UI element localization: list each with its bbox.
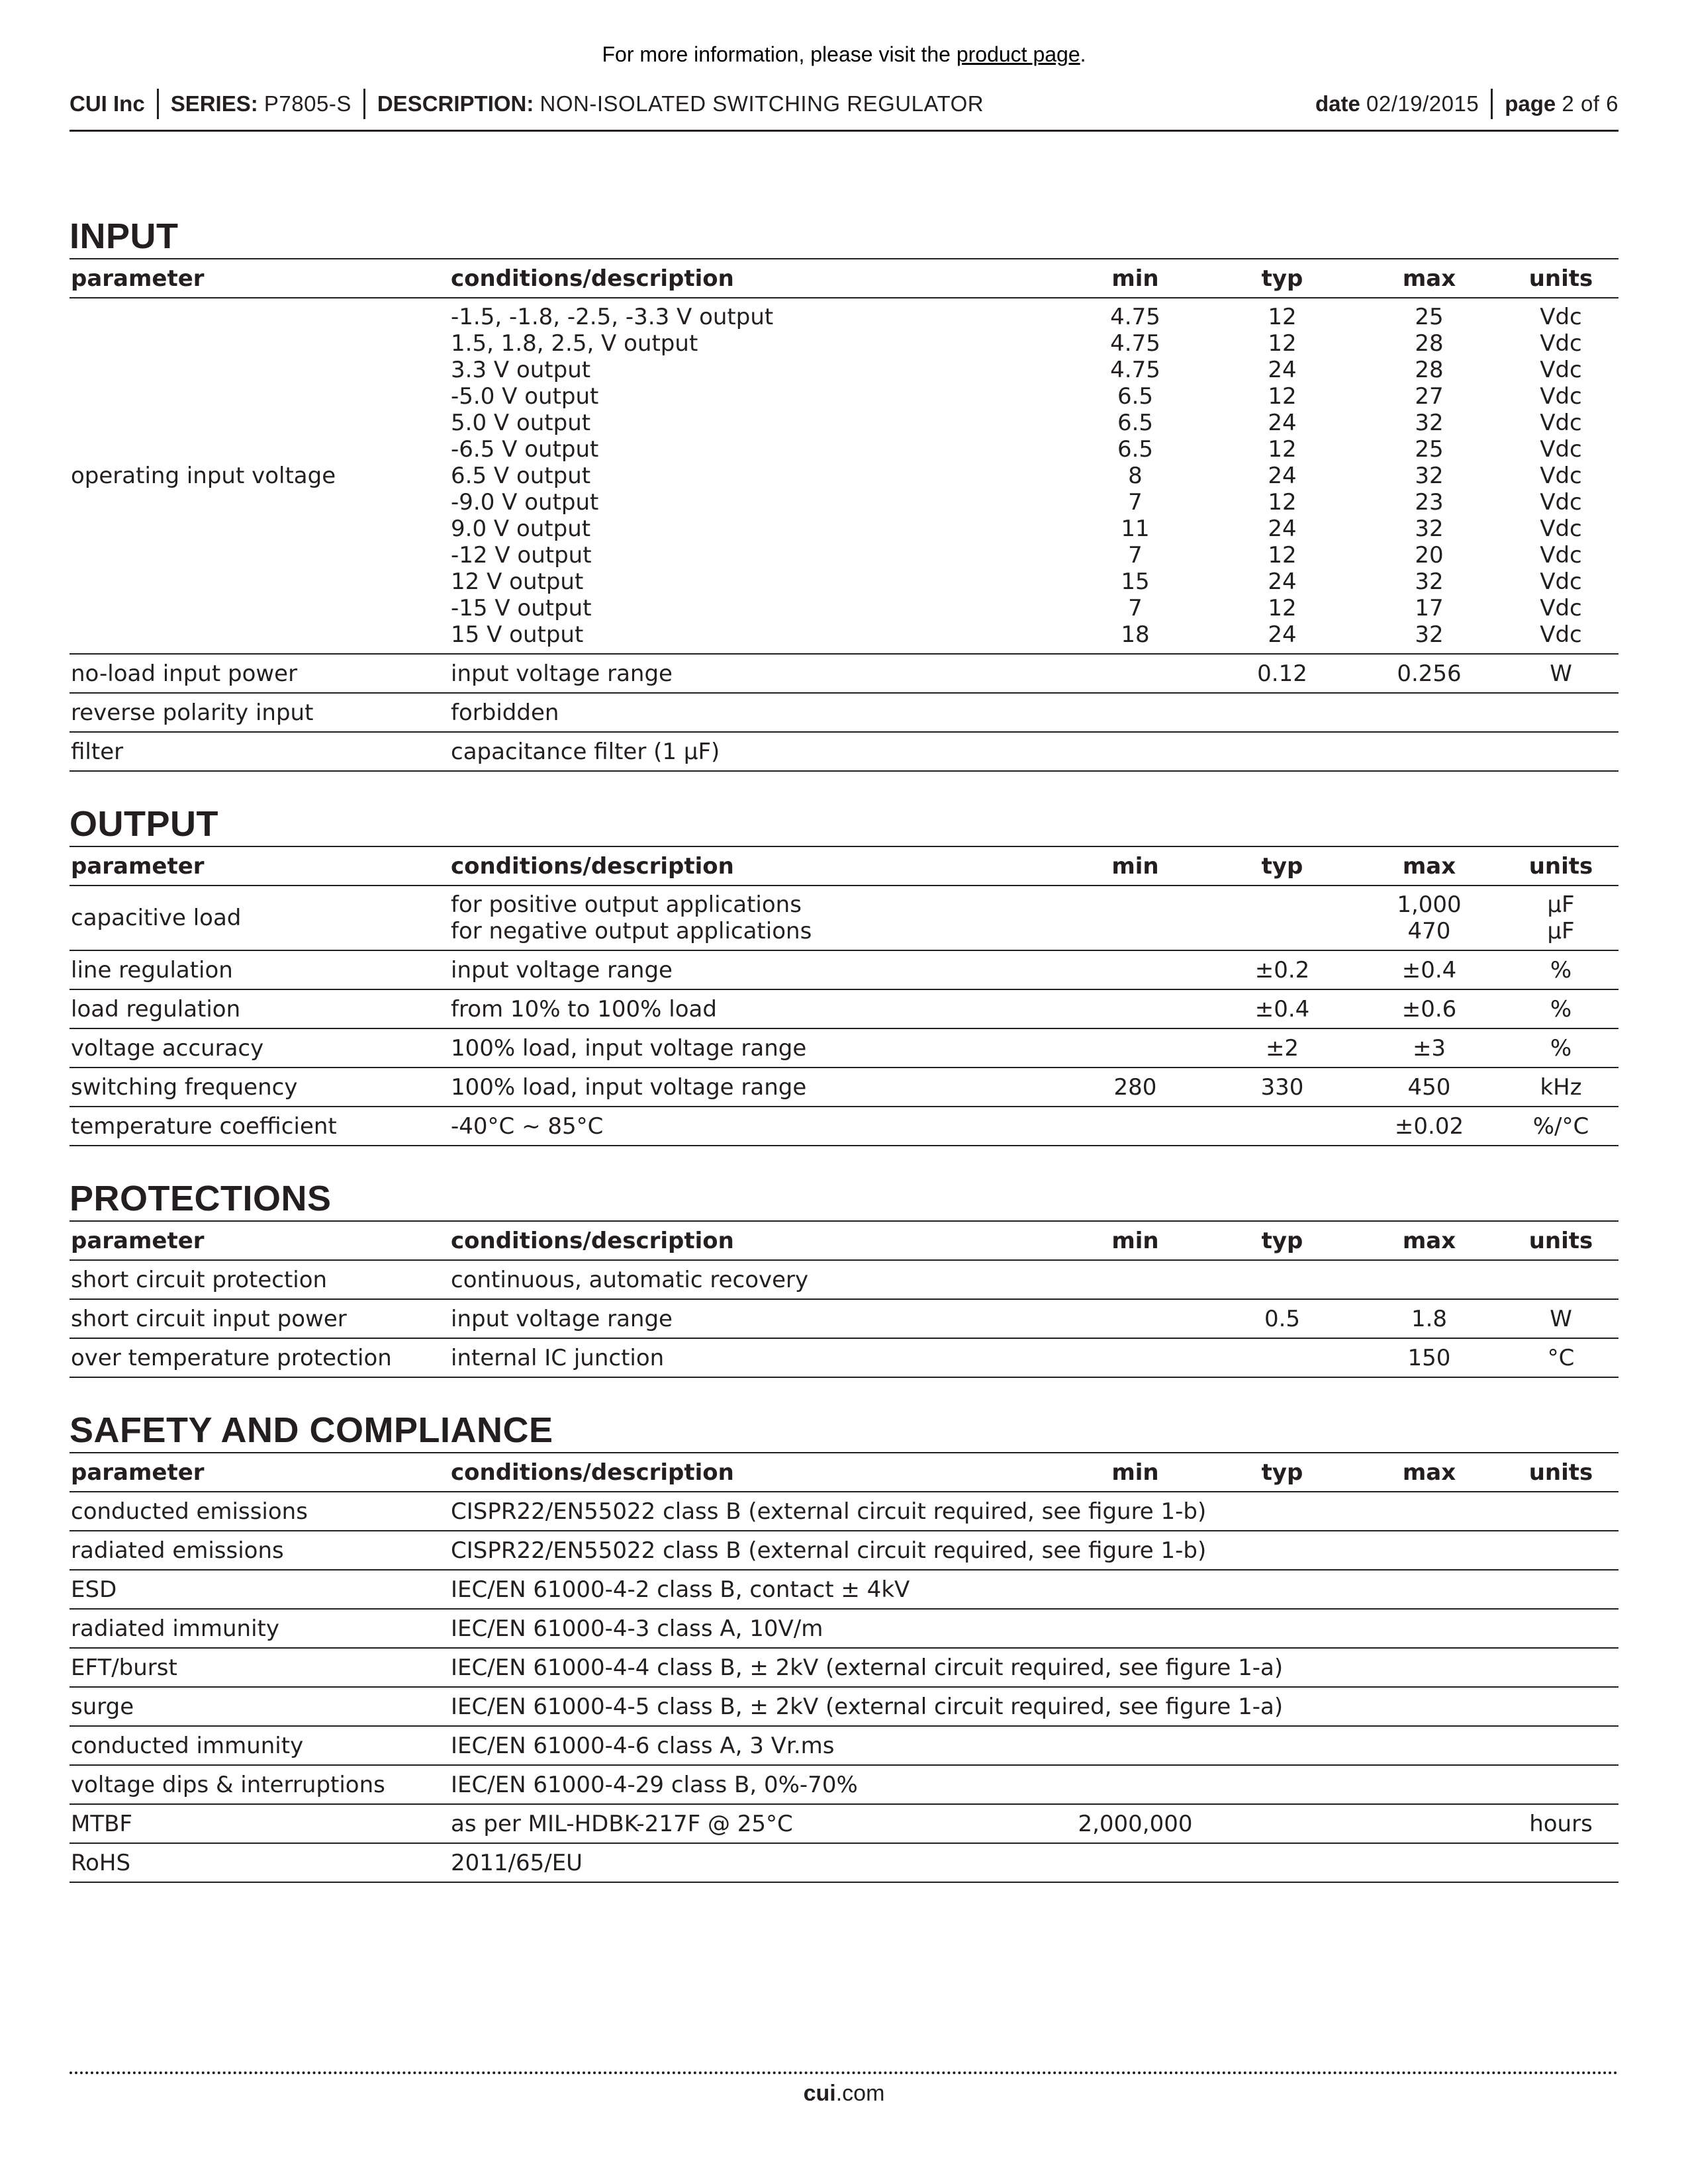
parameter-cell: surge [70, 1687, 449, 1726]
safety-section [70, 1408, 1618, 1883]
min-cell [1061, 1299, 1208, 1338]
column-header: parameter [70, 846, 449, 886]
typ-cell [1208, 693, 1355, 732]
column-header: units [1502, 259, 1618, 298]
header-rule [70, 130, 1618, 132]
typ-cell [1208, 1107, 1355, 1146]
table-row [70, 732, 1618, 771]
info-note [0, 42, 1688, 67]
table-row [70, 1609, 1618, 1648]
column-header: conditions/description [449, 846, 1061, 886]
column-header: min [1061, 1221, 1208, 1260]
conditions-cell: forbidden [449, 693, 1061, 732]
conditions-cell: input voltage range [449, 950, 1061, 989]
table-row [70, 1765, 1618, 1804]
column-header: parameter [70, 1453, 449, 1492]
typ-cell: ±0.4 [1208, 989, 1355, 1028]
units-cell [1502, 732, 1618, 771]
date-value: 02/19/2015 [1366, 91, 1479, 116]
min-cell: 280 [1061, 1068, 1208, 1107]
conditions-cell: capacitance filter (1 µF) [449, 732, 1061, 771]
conditions-cell: IEC/EN 61000-4-2 class B, contact ± 4kV [449, 1570, 1618, 1609]
conditions-cell: 100% load, input voltage range [449, 1068, 1061, 1107]
table-row [70, 1804, 1618, 1843]
footer-rule [70, 2071, 1618, 2074]
max-cell [1355, 693, 1502, 732]
max-cell: 1.8 [1355, 1299, 1502, 1338]
parameter-cell: ESD [70, 1570, 449, 1609]
column-header: parameter [70, 1221, 449, 1260]
conditions-cell: 2011/65/EU [449, 1843, 1618, 1882]
parameter-cell: load regulation [70, 989, 449, 1028]
series-label: SERIES: [170, 91, 258, 116]
parameter-cell: no-load input power [70, 654, 449, 693]
max-cell: ±3 [1355, 1028, 1502, 1068]
min-cell [1061, 1028, 1208, 1068]
parameter-cell: operating input voltage [70, 298, 449, 654]
column-header: min [1061, 259, 1208, 298]
table-header-row [70, 259, 1618, 298]
parameter-cell: filter [70, 732, 449, 771]
info-note-text: For more information, please visit the [602, 42, 957, 66]
column-header: units [1502, 846, 1618, 886]
parameter-cell: RoHS [70, 1843, 449, 1882]
table-row [70, 886, 1618, 950]
column-header: units [1502, 1221, 1618, 1260]
footer [0, 2081, 1688, 2107]
typ-cell [1208, 886, 1355, 950]
parameter-cell: reverse polarity input [70, 693, 449, 732]
footer-domain: .com [835, 2081, 885, 2106]
max-cell: ±0.4 [1355, 950, 1502, 989]
parameter-cell: switching frequency [70, 1068, 449, 1107]
conditions-cell: input voltage range [449, 654, 1061, 693]
table-row [70, 1648, 1618, 1687]
table-row [70, 1570, 1618, 1609]
table-row [70, 1260, 1618, 1299]
table-row [70, 950, 1618, 989]
column-header: conditions/description [449, 1221, 1061, 1260]
typ-cell: 0.12 [1208, 654, 1355, 693]
output-section [70, 802, 1618, 1146]
column-header: max [1355, 259, 1502, 298]
document-header [70, 88, 1618, 120]
protections-table [70, 1220, 1618, 1378]
max-cell [1355, 732, 1502, 771]
parameter-cell: over temperature protection [70, 1338, 449, 1377]
column-header: conditions/description [449, 259, 1061, 298]
parameter-cell: voltage dips & interruptions [70, 1765, 449, 1804]
conditions-cell: CISPR22/EN55022 class B (external circuit required, see figure 1-b) [449, 1531, 1618, 1570]
min-cell [1061, 989, 1208, 1028]
max-cell: 150 [1355, 1338, 1502, 1377]
table-row [70, 1687, 1618, 1726]
typ-cell [1208, 732, 1355, 771]
conditions-cell: IEC/EN 61000-4-4 class B, ± 2kV (external circuit required, see figure 1-a) [449, 1648, 1618, 1687]
conditions-cell: input voltage range [449, 1299, 1061, 1338]
section-title: OUTPUT [70, 804, 218, 844]
header-divider [157, 89, 159, 119]
table-row [70, 298, 1618, 654]
max-cell: ±0.02 [1355, 1107, 1502, 1146]
units-cell: W [1502, 1299, 1618, 1338]
conditions-cell: IEC/EN 61000-4-5 class B, ± 2kV (external circuit required, see figure 1-a) [449, 1687, 1618, 1726]
units-cell: % [1502, 950, 1618, 989]
typ-cell: ±0.2 [1208, 950, 1355, 989]
page-value: 2 of 6 [1562, 91, 1618, 116]
parameter-cell: conducted emissions [70, 1492, 449, 1531]
header-divider [1491, 89, 1493, 119]
description-label: DESCRIPTION: [377, 91, 534, 116]
conditions-cell: for positive output applications for negative output applications [449, 886, 1061, 950]
table-row [70, 989, 1618, 1028]
min-cell [1061, 654, 1208, 693]
parameter-cell: conducted immunity [70, 1726, 449, 1765]
product-page-link[interactable]: product page [956, 42, 1080, 66]
conditions-cell: from 10% to 100% load [449, 989, 1061, 1028]
max-cell: 1,000 470 [1355, 886, 1502, 950]
section-title: INPUT [70, 216, 179, 256]
min-cell [1061, 732, 1208, 771]
min-cell [1061, 693, 1208, 732]
min-cell [1061, 886, 1208, 950]
input-section [70, 214, 1618, 772]
column-header: typ [1208, 846, 1355, 886]
conditions-cell: internal IC junction [449, 1338, 1061, 1377]
section-title: PROTECTIONS [70, 1179, 332, 1218]
min-cell [1061, 1260, 1208, 1299]
table-row [70, 1068, 1618, 1107]
typ-cell: 330 [1208, 1068, 1355, 1107]
parameter-cell: short circuit input power [70, 1299, 449, 1338]
units-cell: °C [1502, 1338, 1618, 1377]
parameter-cell: radiated immunity [70, 1609, 449, 1648]
column-header: typ [1208, 1453, 1355, 1492]
column-header: parameter [70, 259, 449, 298]
parameter-cell: temperature coefficient [70, 1107, 449, 1146]
column-header: conditions/description [449, 1453, 1061, 1492]
parameter-cell: voltage accuracy [70, 1028, 449, 1068]
parameter-cell: capacitive load [70, 886, 449, 950]
typ-cell: ±2 [1208, 1028, 1355, 1068]
table-row [70, 654, 1618, 693]
conditions-cell: 100% load, input voltage range [449, 1028, 1061, 1068]
min-cell [1061, 950, 1208, 989]
header-divider [363, 89, 365, 119]
max-cell: 450 [1355, 1068, 1502, 1107]
units-cell: µF µF [1502, 886, 1618, 950]
series-value: P7805-S [263, 91, 352, 116]
table-row [70, 1726, 1618, 1765]
table-row [70, 1843, 1618, 1882]
table-header-row [70, 1221, 1618, 1260]
max-cell: 0.256 [1355, 654, 1502, 693]
parameter-cell: radiated emissions [70, 1531, 449, 1570]
min-cell: 4.75 4.75 4.75 6.5 6.5 6.5 8 7 11 7 15 7 18 [1061, 298, 1208, 654]
parameter-cell: MTBF [70, 1804, 449, 1843]
footer-brand: cui [803, 2081, 836, 2106]
conditions-cell: as per MIL-HDBK-217F @ 25°C [449, 1804, 1061, 1843]
column-header: min [1061, 1453, 1208, 1492]
conditions-cell: IEC/EN 61000-4-29 class B, 0%-70% [449, 1765, 1618, 1804]
units-cell: Vdc Vdc Vdc Vdc Vdc Vdc Vdc Vdc Vdc Vdc Vdc Vdc Vdc [1502, 298, 1618, 654]
column-header: min [1061, 846, 1208, 886]
parameter-cell: EFT/burst [70, 1648, 449, 1687]
conditions-cell: IEC/EN 61000-4-6 class A, 3 Vr.ms [449, 1726, 1618, 1765]
table-row [70, 1299, 1618, 1338]
max-cell [1355, 1804, 1502, 1843]
column-header: max [1355, 1221, 1502, 1260]
units-cell [1502, 1260, 1618, 1299]
conditions-cell: continuous, automatic recovery [449, 1260, 1061, 1299]
typ-cell [1208, 1338, 1355, 1377]
typ-cell: 0.5 [1208, 1299, 1355, 1338]
min-cell [1061, 1107, 1208, 1146]
units-cell: % [1502, 989, 1618, 1028]
units-cell: kHz [1502, 1068, 1618, 1107]
output-table [70, 846, 1618, 1146]
conditions-cell: -40°C ~ 85°C [449, 1107, 1061, 1146]
page-label: page [1505, 91, 1556, 116]
table-row [70, 1107, 1618, 1146]
safety-table [70, 1452, 1618, 1883]
table-row [70, 693, 1618, 732]
table-row [70, 1338, 1618, 1377]
typ-cell: 12 12 24 12 24 12 24 12 24 12 24 12 24 [1208, 298, 1355, 654]
input-table [70, 258, 1618, 772]
units-cell: hours [1502, 1804, 1618, 1843]
company-name: CUI Inc [70, 91, 145, 116]
protections-section [70, 1177, 1618, 1378]
date-label: date [1315, 91, 1360, 116]
column-header: units [1502, 1453, 1618, 1492]
parameter-cell: short circuit protection [70, 1260, 449, 1299]
units-cell: %/°C [1502, 1107, 1618, 1146]
table-header-row [70, 1453, 1618, 1492]
column-header: typ [1208, 1221, 1355, 1260]
column-header: max [1355, 846, 1502, 886]
min-cell: 2,000,000 [1061, 1804, 1208, 1843]
column-header: typ [1208, 259, 1355, 298]
column-header: max [1355, 1453, 1502, 1492]
conditions-cell: IEC/EN 61000-4-3 class A, 10V/m [449, 1609, 1618, 1648]
units-cell: W [1502, 654, 1618, 693]
max-cell [1355, 1260, 1502, 1299]
units-cell: % [1502, 1028, 1618, 1068]
info-note-period: . [1080, 42, 1086, 66]
section-title: SAFETY AND COMPLIANCE [70, 1410, 553, 1450]
conditions-cell: CISPR22/EN55022 class B (external circuit required, see figure 1-b) [449, 1492, 1618, 1531]
typ-cell [1208, 1260, 1355, 1299]
units-cell [1502, 693, 1618, 732]
parameter-cell: line regulation [70, 950, 449, 989]
table-row [70, 1492, 1618, 1531]
table-row [70, 1531, 1618, 1570]
table-row [70, 1028, 1618, 1068]
min-cell [1061, 1338, 1208, 1377]
description-value: NON-ISOLATED SWITCHING REGULATOR [539, 91, 984, 116]
conditions-cell: -1.5, -1.8, -2.5, -3.3 V output 1.5, 1.8, 2.5, V output 3.3 V output -5.0 V output 5.0 V output -6.5 V output 6.5 V output -9.0 V output 9.0 V output -12 V output 12 V output -15 V output 15 V output [449, 298, 1061, 654]
max-cell: 25 28 28 27 32 25 32 23 32 20 32 17 32 [1355, 298, 1502, 654]
max-cell: ±0.6 [1355, 989, 1502, 1028]
table-header-row [70, 846, 1618, 886]
typ-cell [1208, 1804, 1355, 1843]
